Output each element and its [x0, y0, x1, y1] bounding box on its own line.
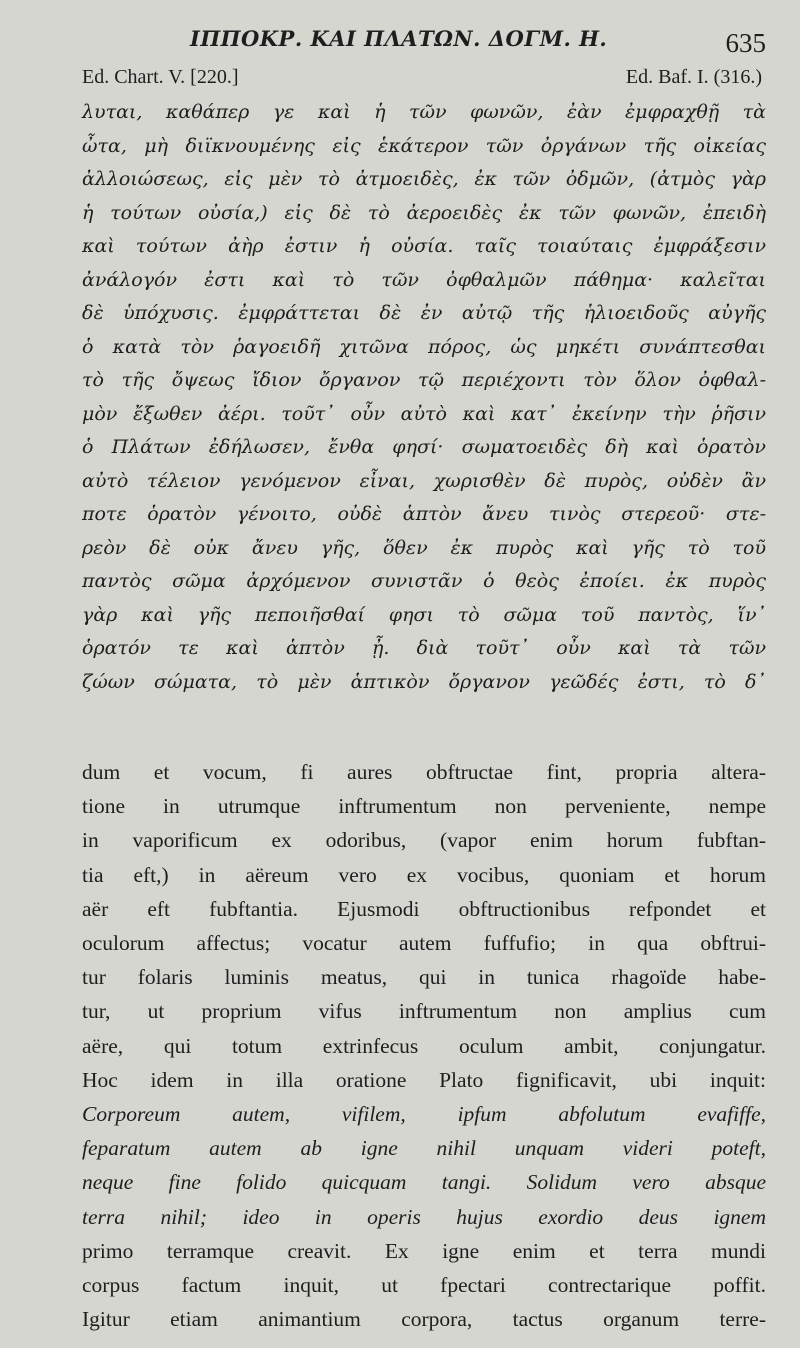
latin-line: corpus factum inquit, ut fpectari contrectarique poffit. — [82, 1273, 766, 1298]
greek-text-block — [82, 96, 766, 699]
latin-quote-line: neque fine folido quicquam tangi. Solidum vero absque — [82, 1170, 766, 1195]
edition-reference-left: Ed. Chart. V. [220.] — [82, 66, 239, 88]
greek-line: ποτε ὁρατὸν γένοιτο, οὐδὲ ἁπτὸν ἄνευ τινὸς στερεοῦ· στε- — [82, 503, 766, 525]
edition-reference-right: Ed. Baf. I. (316.) — [625, 66, 762, 88]
latin-quote-line: Corporeum autem, vifilem, ipfum abfolutum evafiffe, — [82, 1102, 766, 1127]
greek-line: παντὸς σῶμα ἀρχόμενον συνιστᾶν ὁ θεὸς ἐποίει. ἐκ πυρὸς — [82, 570, 766, 592]
latin-text-block — [82, 755, 766, 1336]
latin-line: aër eft fubftantia. Ejusmodi obftructionibus refpondet et — [82, 896, 766, 921]
greek-line: ζώων σώματα, τὸ μὲν ἁπτικὸν ὄργανον γεῶδές ἐστι, τὸ δ᾽ — [82, 670, 766, 693]
greek-line: γὰρ καὶ γῆς πεποιῆσθαί φησι τὸ σῶμα τοῦ παντὸς, ἵν᾽ — [82, 603, 766, 626]
greek-line: ρεὸν δὲ οὐκ ἄνευ γῆς, ὅθεν ἐκ πυρὸς καὶ γῆς τὸ τοῦ — [82, 536, 766, 559]
latin-line: tione in utrumque inftrumentum non perveniente, nempe — [82, 794, 766, 819]
latin-line: dum et vocum, fi aures obftructae fint, propria altera- — [82, 760, 766, 784]
running-head: ΙΠΠΟΚΡ. ΚΑΙ ΠΛΑΤΩΝ. ΔΟΓΜ. Η. — [190, 26, 608, 51]
latin-quote-line: terra nihil; ideo in operis hujus exordio deus ignem — [82, 1204, 766, 1229]
latin-quote-line: feparatum autem ab igne nihil unquam videri poteft, — [82, 1136, 766, 1161]
latin-line: Hoc idem in illa oratione Plato fignificavit, ubi inquit: — [82, 1067, 766, 1092]
greek-line: μὸν ἔξωθεν ἀέρι. τοῦτ᾽ οὖν αὐτὸ καὶ κατ᾽ ἐκείνην τὴν ῥῆσιν — [82, 402, 766, 425]
latin-line: tia eft,) in aëreum vero ex vocibus, quoniam et horum — [82, 862, 766, 887]
greek-line: ὁ Πλάτων ἐδήλωσεν, ἔνθα φησί· σωματοειδὲς δὴ καὶ ὁρατὸν — [82, 436, 766, 458]
greek-line: ὁρατόν τε καὶ ἁπτὸν ᾖ. διὰ τοῦτ᾽ οὖν καὶ τὰ τῶν — [82, 637, 766, 659]
greek-line: ἀνάλογόν ἐστι καὶ τὸ τῶν ὀφθαλμῶν πάθημα· καλεῖται — [82, 268, 766, 291]
greek-line: ὁ κατὰ τὸν ῥαγοειδῆ χιτῶνα πόρος, ὡς μηκέτι συνάπτεσθαι — [82, 335, 766, 358]
latin-line: in vaporificum ex odoribus, (vapor enim horum fubftan- — [82, 828, 766, 853]
greek-line: αὐτὸ τέλειον γενόμενον εἶναι, χωρισθὲν δὲ πυρὸς, οὐδὲν ἂν — [82, 469, 766, 492]
greek-line: ὦτα, μὴ διϊκνουμένης εἰς ἑκάτερον τῶν ὀργάνων τῆς οἰκείας — [82, 134, 766, 157]
latin-line: tur folaris luminis meatus, qui in tunica rhagoïde habe- — [82, 965, 766, 990]
latin-line: Igitur etiam animantium corpora, tactus organum terre- — [82, 1307, 766, 1332]
latin-line: tur, ut proprium vifus inftrumentum non amplius cum — [82, 999, 766, 1024]
greek-line: ἀλλοιώσεως, εἰς μὲν τὸ ἀτμοειδὲς, ἐκ τῶν ὀδμῶν, (ἀτμὸς γὰρ — [82, 168, 766, 190]
page-number: 635 — [725, 28, 766, 58]
latin-line: aëre, qui totum extrinfecus oculum ambit, conjungatur. — [82, 1033, 766, 1058]
greek-line: ἡ τούτων οὐσία,) εἰς δὲ τὸ ἀεροειδὲς ἐκ τῶν φωνῶν, ἐπειδὴ — [82, 201, 766, 224]
latin-line: primo terramque creavit. Ex igne enim et terra mundi — [82, 1238, 766, 1263]
greek-line: τὸ τῆς ὄψεως ἴδιον ὄργανον τῷ περιέχοντι τὸν ὅλον ὀφθαλ- — [82, 369, 766, 391]
latin-line: oculorum affectus; vocatur autem fuffufio; in qua obftrui- — [82, 931, 766, 956]
greek-line: δὲ ὑπόχυσις. ἐμφράττεται δὲ ἐν αὐτῷ τῆς ἡλιοειδοῦς αὐγῆς — [82, 302, 766, 324]
greek-line: λυται, καθάπερ γε καὶ ἡ τῶν φωνῶν, ἐὰν ἐμφραχθῇ τὰ — [82, 101, 766, 123]
greek-line: καὶ τούτων ἀὴρ ἐστιν ἡ οὐσία. ταῖς τοιαύταις ἐμφράξεσιν — [82, 235, 766, 257]
